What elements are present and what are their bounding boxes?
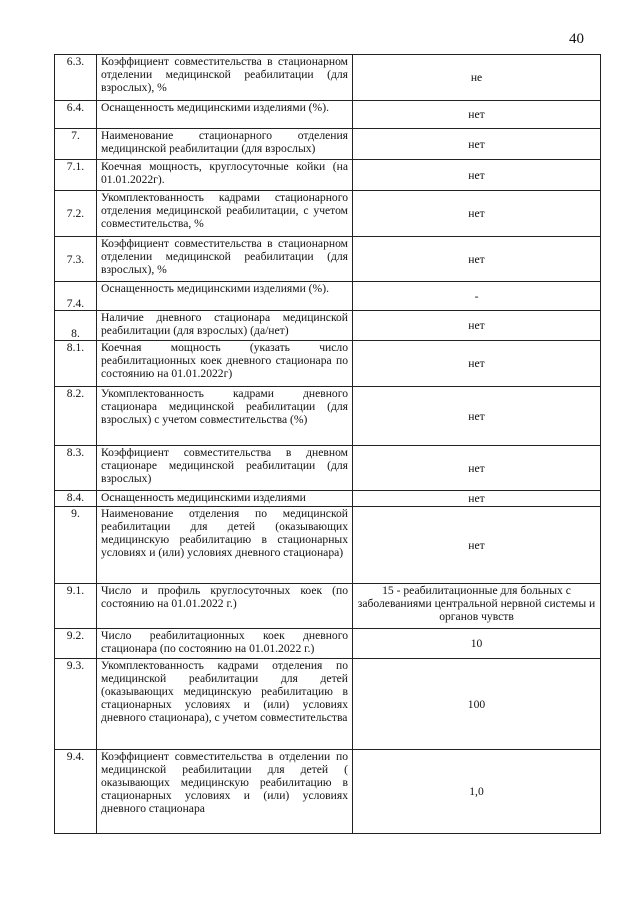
row-description: Число и профиль круглосуточных коек (по состоянию на 01.01.2022 г.) bbox=[97, 584, 353, 629]
row-value: нет bbox=[353, 191, 601, 237]
row-number: 8.2. bbox=[55, 387, 97, 446]
table-row bbox=[55, 160, 601, 191]
row-number: 8. bbox=[55, 311, 97, 341]
row-value: 1,0 bbox=[353, 750, 601, 834]
row-number: 6.4. bbox=[55, 101, 97, 129]
table-row bbox=[55, 101, 601, 129]
table-row bbox=[55, 55, 601, 101]
row-number: 8.1. bbox=[55, 341, 97, 387]
table-row bbox=[55, 491, 601, 507]
table-row bbox=[55, 750, 601, 834]
row-number: 7.1. bbox=[55, 160, 97, 191]
row-description: Коечная мощность, круглосуточные койки (на 01.01.2022г). bbox=[97, 160, 353, 191]
row-description: Укомплектованность кадрами дневного стационара медицинской реабилитации (для взрослых) с учетом совместительства (%) bbox=[97, 387, 353, 446]
row-description: Наличие дневного стационара медицинской реабилитации (для взрослых) (да/нет) bbox=[97, 311, 353, 341]
row-description: Укомплектованность кадрами стационарного отделения медицинской реабилитации, с учетом совместительства, % bbox=[97, 191, 353, 237]
table-row bbox=[55, 341, 601, 387]
table-row bbox=[55, 129, 601, 160]
row-value: 10 bbox=[353, 629, 601, 659]
table-row bbox=[55, 507, 601, 584]
row-value: 15 - реабилитационные для больных с заболеваниями центральной нервной системы и органов чувств bbox=[353, 584, 601, 629]
row-value: нет bbox=[353, 160, 601, 191]
row-number: 9.1. bbox=[55, 584, 97, 629]
row-number: 9.3. bbox=[55, 659, 97, 750]
row-number: 7. bbox=[55, 129, 97, 160]
row-description: Коэффициент совместительства в отделении по медицинской реабилитации для детей ( оказывающих медицинскую реабилитацию в стационарных условиях и (или) условиях дневного стационара bbox=[97, 750, 353, 834]
row-number: 8.3. bbox=[55, 446, 97, 491]
row-value: нет bbox=[353, 446, 601, 491]
row-number: 7.4. bbox=[55, 282, 97, 311]
table-row bbox=[55, 629, 601, 659]
row-value: нет bbox=[353, 237, 601, 282]
row-value: нет bbox=[353, 311, 601, 341]
table-row bbox=[55, 659, 601, 750]
row-value: нет bbox=[353, 129, 601, 160]
row-description: Оснащенность медицинскими изделиями (%). bbox=[97, 101, 353, 129]
row-description: Коечная мощность (указать число реабилитационных коек дневного стационара по состоянию на 01.01.2022г) bbox=[97, 341, 353, 387]
row-value: нет bbox=[353, 491, 601, 507]
table-row bbox=[55, 311, 601, 341]
row-description: Коэффициент совместительства в дневном стационаре медицинской реабилитации (для взрослых) bbox=[97, 446, 353, 491]
row-number: 9.2. bbox=[55, 629, 97, 659]
row-value: 100 bbox=[353, 659, 601, 750]
row-value: - bbox=[353, 282, 601, 311]
row-description: Коэффициент совместительства в стационарном отделении медицинской реабилитации (для взрослых), % bbox=[97, 237, 353, 282]
row-description: Наименование стационарного отделения медицинской реабилитации (для взрослых) bbox=[97, 129, 353, 160]
row-description: Оснащенность медицинскими изделиями (%). bbox=[97, 282, 353, 311]
row-description: Укомплектованность кадрами отделения по медицинской реабилитации для детей (оказывающих медицинскую реабилитацию в стационарных условиях и (или) условиях дневного стационара), с учетом совместительства bbox=[97, 659, 353, 750]
row-description: Оснащенность медицинскими изделиями bbox=[97, 491, 353, 507]
row-value: нет bbox=[353, 341, 601, 387]
table-row bbox=[55, 387, 601, 446]
page-number: 40 bbox=[569, 31, 584, 47]
row-value: не bbox=[353, 55, 601, 101]
row-number: 6.3. bbox=[55, 55, 97, 101]
row-number: 7.2. bbox=[55, 191, 97, 237]
row-value: нет bbox=[353, 507, 601, 584]
row-description: Коэффициент совместительства в стационарном отделении медицинской реабилитации (для взрослых), % bbox=[97, 55, 353, 101]
rehab-data-table bbox=[54, 54, 601, 834]
row-description: Наименование отделения по медицинской реабилитации для детей (оказывающих медицинскую реабилитацию в стационарных условиях и (или) условиях дневного стационара) bbox=[97, 507, 353, 584]
row-number: 8.4. bbox=[55, 491, 97, 507]
row-value: нет bbox=[353, 101, 601, 129]
table-row bbox=[55, 584, 601, 629]
row-number: 9. bbox=[55, 507, 97, 584]
table-row bbox=[55, 191, 601, 237]
row-description: Число реабилитационных коек дневного стационара (по состоянию на 01.01.2022 г.) bbox=[97, 629, 353, 659]
row-number: 9.4. bbox=[55, 750, 97, 834]
row-value: нет bbox=[353, 387, 601, 446]
table-row bbox=[55, 237, 601, 282]
table-row bbox=[55, 282, 601, 311]
table-row bbox=[55, 446, 601, 491]
row-number: 7.3. bbox=[55, 237, 97, 282]
